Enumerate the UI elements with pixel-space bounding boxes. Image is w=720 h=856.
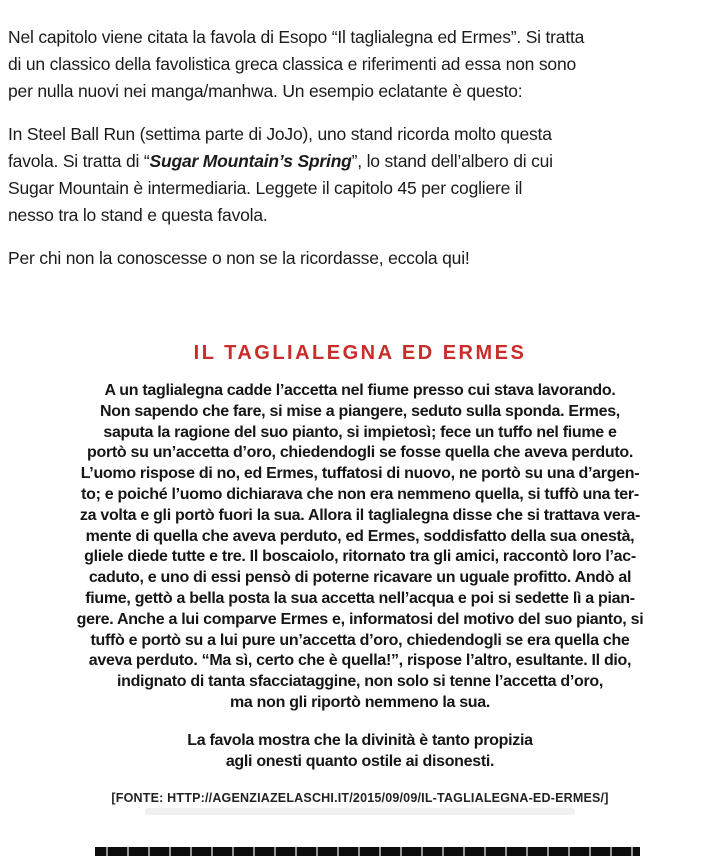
text-line: In Steel Ball Run (settima parte di JoJo), uno stand ricorda molto questa	[8, 124, 552, 144]
text-line: fiume, gettò a bella posta la sua accetta nell’acqua e poi si sedette lì a pian-	[85, 589, 635, 607]
source-citation: [FONTE: HTTP://AGENZIAZELASCHI.IT/2015/09/09/IL-TAGLIALEGNA-ED-ERMES/]	[111, 790, 609, 805]
text-line: A un taglialegna cadde l’accetta nel fiume presso cui stava lavorando.	[104, 382, 616, 399]
fable-title: IL TAGLIALEGNA ED ERMES	[193, 342, 527, 364]
bottom-cutoff-bar	[95, 847, 640, 856]
text-line: gere. Anche a lui comparve Ermes e, informatosi del motivo del suo pianto, si	[76, 610, 644, 628]
text-segment: favola. Si tratta di “	[8, 151, 150, 171]
fable-body	[8, 381, 712, 714]
text-line: mente di quella che aveva perduto, ed Ermes, soddisfatto della sua onestà,	[85, 527, 635, 545]
text-line: ma non gli riportò nemmeno la sua.	[229, 693, 491, 711]
text-line: za volta e gli portò fuori la sua. Allora il taglialegna disse che si trattava vera-	[79, 506, 641, 524]
text-line	[8, 148, 712, 175]
text-line: per nulla nuovi nei manga/manhwa. Un esempio eclatante è questo:	[8, 81, 523, 101]
text-line: L’uomo rispose di no, ed Ermes, tuffatosi di nuovo, ne portò su una d’argen-	[80, 465, 640, 483]
text-line: gliele diede tutte e tre. Il boscaiolo, ritornato tra gli amici, raccontò loro l’ac-	[84, 548, 636, 566]
text-line: to; e poiché l’uomo dichiarava che non era nemmeno quella, si tuffò una ter-	[81, 485, 639, 503]
text-line: caduto, e uno di essi pensò di poterne ricavare un uguale profitto. Andò al	[88, 569, 632, 587]
intro-paragraph-1	[8, 24, 712, 105]
text-line: tuffò e portò su a lui pure un’accetta d’oro, chiedendogli se era quella che	[90, 631, 630, 649]
scan-ghost-artifact	[145, 808, 575, 815]
intro-paragraph-2	[8, 121, 712, 229]
text-line: agli onesti quanto ostile ai disonesti.	[225, 753, 495, 771]
text-line: La favola mostra che la divinità è tanto propizia	[187, 731, 533, 749]
text-segment: ”, lo stand dell’albero di cui	[351, 151, 553, 171]
text-line: Non sapendo che fare, si mise a piangere, seduto sulla sponda. Ermes,	[100, 402, 620, 420]
text-line: Nel capitolo viene citata la favola di Esopo “Il taglialegna ed Ermes”. Si tratta	[8, 27, 585, 47]
text-line: Sugar Mountain è intermediaria. Leggete il capitolo 45 per cogliere il	[8, 178, 523, 198]
text-line: portò su un’accetta d’oro, chiedendogli se fosse quella che aveva perduto.	[87, 444, 633, 462]
intro-paragraph-3	[8, 245, 712, 272]
text-line: di un classico della favolistica greca classica e riferimenti ad essa non sono	[8, 54, 577, 74]
fable-moral	[8, 730, 712, 773]
text-line: saputa la ragione del suo pianto, si impietosì; fece un tuffo nel fiume e	[103, 423, 617, 441]
text-line: Per chi non la conoscesse o non se la ricordasse, eccola qui!	[8, 248, 470, 268]
text-line: nesso tra lo stand e questa favola.	[8, 205, 268, 225]
text-line: indignato di tanta sfacciataggine, non solo si tenne l’accetta d’oro,	[116, 673, 604, 691]
text-line: aveva perduto. “Ma sì, certo che è quella!”, rispose l’altro, esultante. Il dio,	[88, 652, 632, 670]
stand-name-emphasis: Sugar Mountain’s Spring	[149, 151, 352, 171]
